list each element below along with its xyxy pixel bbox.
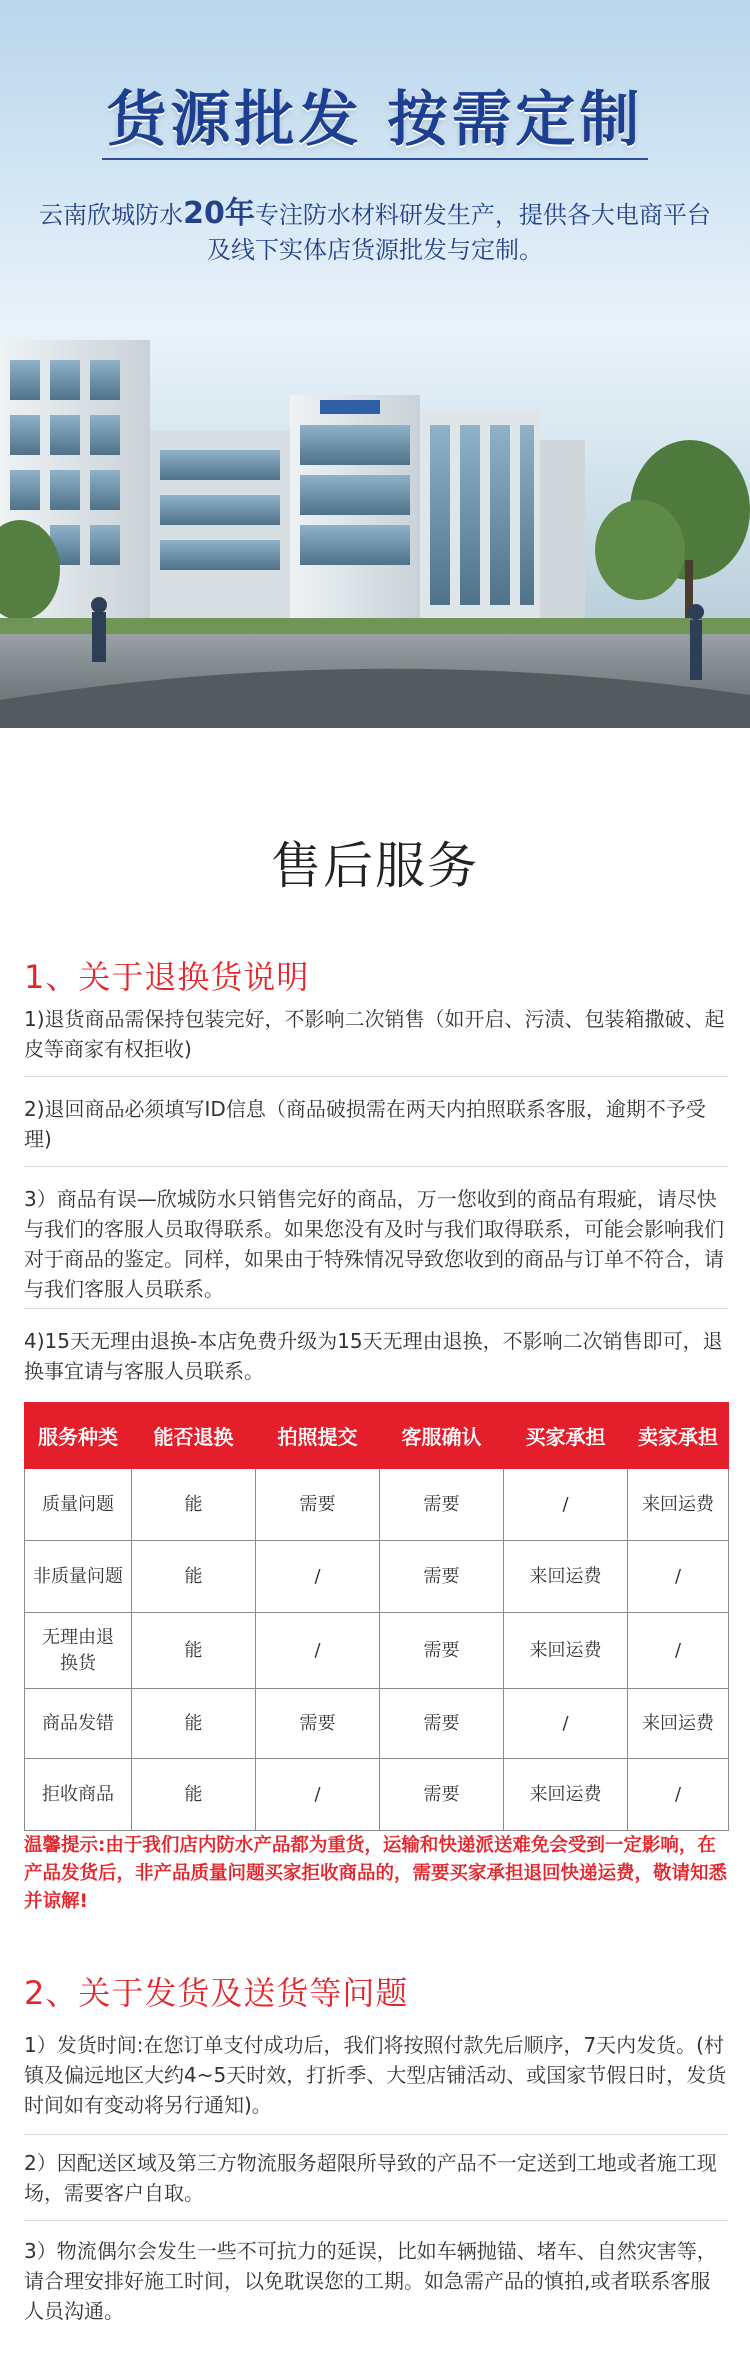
table-cell: 来回运费 [504, 1613, 628, 1689]
hero-subtitle-line1 [20, 196, 730, 233]
returns-heading: 1、关于退换货说明 [24, 958, 310, 996]
table-row [25, 1469, 729, 1541]
table-cell: 质量问题 [25, 1469, 132, 1541]
hero-subtitle-line2: 及线下实体店货源批发与定制。 [207, 236, 543, 264]
warm-tip-notice: 温馨提示:由于我们店内防水产品都为重货，运输和快递派送难免会受到一定影响，在产品发货后，非产品质量问题买家拒收商品的，需要买家承担退回快递运费，敬请知悉并谅解! [24, 1835, 728, 1912]
table-cell: 能 [132, 1759, 256, 1831]
returns-item-3: 3）商品有误—欣城防水只销售完好的商品，万一您收到的商品有瑕疵，请尽快与我们的客服人员取得联系。如果您没有及时与我们取得联系，可能会影响我们对于商品的鉴定。同样，如果由于特殊情况导致您收到的商品与订单不符合，请与我们客服人员联系。 [24, 1187, 724, 1301]
table-cell: 需要 [256, 1689, 380, 1759]
return-policy-table [24, 1402, 729, 1831]
returns-item-4: 4)15天无理由退换-本店免费升级为15天无理由退换，不影响二次销售即可，退换事宜请与客服人员联系。 [24, 1329, 723, 1383]
table-header-cell: 买家承担 [504, 1403, 628, 1469]
table-cell: / [628, 1613, 729, 1689]
table-header-cell: 拍照提交 [256, 1403, 380, 1469]
table-header-row [25, 1403, 729, 1469]
table-cell: 能 [132, 1689, 256, 1759]
table-cell: / [256, 1541, 380, 1613]
table-cell: 需要 [380, 1541, 504, 1613]
table-header-cell: 卖家承担 [628, 1403, 729, 1469]
table-cell: / [504, 1469, 628, 1541]
table-header-cell: 能否退换 [132, 1403, 256, 1469]
shipping-item-1: 1）发货时间:在您订单支付成功后，我们将按照付款先后顺序，7天内发货。(村镇及偏远地区大约4~5天时效，打折季、大型店铺活动、或国家节假日时，发货时间如有变动将另行通知)。 [24, 2033, 727, 2117]
divider [24, 1076, 728, 1077]
table-cell: / [256, 1759, 380, 1831]
table-cell: 来回运费 [504, 1759, 628, 1831]
table-cell: 商品发错 [25, 1689, 132, 1759]
hero-subtitle-post: 专注防水材料研发生产，提供各大电商平台 [254, 201, 711, 229]
table-cell: / [628, 1759, 729, 1831]
company-building-illustration [0, 300, 750, 728]
shipping-item-3: 3）物流偶尔会发生一些不可抗力的延误，比如车辆抛锚、堵车、自然灾害等，请合理安排好施工时间，以免耽误您的工期。如急需产品的慎拍,或者联系客服人员沟通。 [24, 2239, 717, 2323]
table-cell: 无理由退换货 [25, 1613, 132, 1689]
table-row [25, 1613, 729, 1689]
table-cell: 需要 [380, 1689, 504, 1759]
table-cell: 来回运费 [628, 1689, 729, 1759]
table-cell: / [256, 1613, 380, 1689]
table-row [25, 1541, 729, 1613]
returns-item-2: 2)退回商品必须填写ID信息（商品破损需在两天内拍照联系客服，逾期不予受理) [24, 1097, 706, 1151]
table-header-cell: 客服确认 [380, 1403, 504, 1469]
table-cell: 能 [132, 1469, 256, 1541]
hero-banner [0, 0, 750, 728]
table-row [25, 1759, 729, 1831]
divider [24, 2134, 728, 2135]
returns-item-1: 1)退货商品需保持包装完好，不影响二次销售（如开启、污渍、包装箱撒破、起皮等商家有权拒收) [24, 1007, 725, 1061]
table-cell: 能 [132, 1613, 256, 1689]
table-row [25, 1689, 729, 1759]
section-title-after-sales: 售后服务 [271, 837, 479, 895]
divider [24, 1308, 728, 1309]
table-cell: / [504, 1689, 628, 1759]
shipping-heading: 2、关于发货及送货等问题 [24, 1974, 409, 2012]
table-cell: 需要 [256, 1469, 380, 1541]
table-cell: 非质量问题 [25, 1541, 132, 1613]
hero-subtitle-years: 20年 [183, 196, 255, 231]
shipping-item-2: 2）因配送区域及第三方物流服务超限所导致的产品不一定送到工地或者施工现场，需要客户自取。 [24, 2151, 717, 2205]
table-cell: 来回运费 [504, 1541, 628, 1613]
table-cell: 拒收商品 [25, 1759, 132, 1831]
table-header-cell: 服务种类 [25, 1403, 132, 1469]
hero-subtitle-pre: 云南欣城防水 [39, 201, 184, 229]
table-cell: 需要 [380, 1469, 504, 1541]
divider [24, 1166, 728, 1167]
table-cell: 能 [132, 1541, 256, 1613]
divider [24, 2220, 728, 2221]
table-cell: 来回运费 [628, 1469, 729, 1541]
table-cell: / [628, 1541, 729, 1613]
hero-title: 货源批发 按需定制 [106, 85, 644, 155]
table-cell: 需要 [380, 1613, 504, 1689]
table-cell: 需要 [380, 1759, 504, 1831]
hero-divider [102, 158, 648, 160]
